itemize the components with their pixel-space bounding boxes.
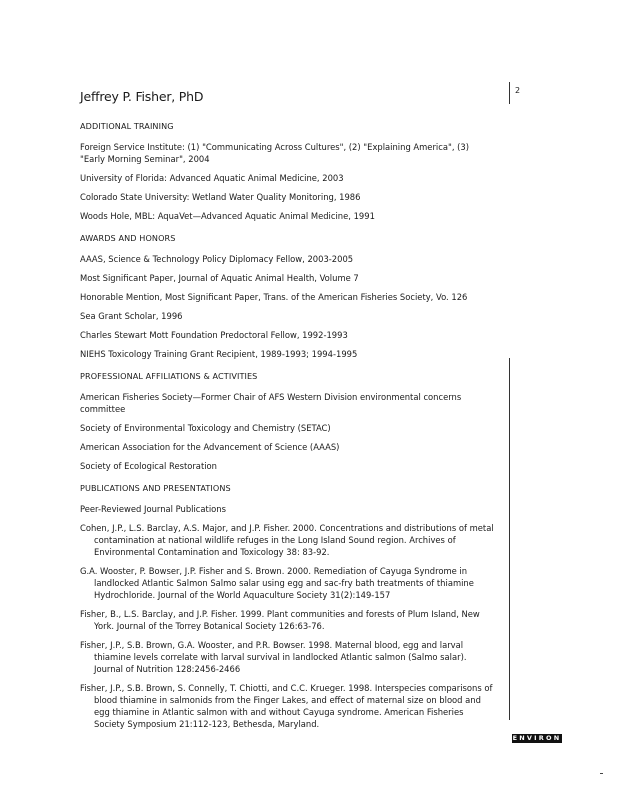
- vertical-rule-long: [509, 358, 510, 720]
- award-item: Sea Grant Scholar, 1996: [80, 311, 183, 321]
- author-name: Jeffrey P. Fisher, PhD: [80, 89, 204, 104]
- affiliation-item: American Association for the Advancement of Science (AAAS): [80, 442, 340, 452]
- publication-item: Fisher, J.P., S.B. Brown, G.A. Wooster, and P.R. Bowser. 1998. Maternal blood, egg and larval thiamine levels correlate with larval survival in landlocked Atlantic salmon (Salmo salar). Journal of Nutrition 128:2456-2466: [80, 640, 467, 674]
- publication-item: Fisher, B., L.S. Barclay, and J.P. Fisher. 1999. Plant communities and forests of Plum Island, New York. Journal of the Torrey Botanical Society 126:63-76.: [80, 609, 480, 631]
- award-item: AAAS, Science & Technology Policy Diplomacy Fellow, 2003-2005: [80, 254, 354, 264]
- affiliation-item: American Fisheries Society—Former Chair of AFS Western Division environmental concerns committee: [80, 392, 462, 414]
- section-title-affiliations: PROFESSIONAL AFFILIATIONS & ACTIVITIES: [80, 371, 258, 381]
- training-item: Colorado State University: Wetland Water Quality Monitoring, 1986: [80, 192, 361, 202]
- corner-mark: [600, 773, 603, 774]
- publications-subhead: Peer-Reviewed Journal Publications: [80, 504, 226, 514]
- award-item: NIEHS Toxicology Training Grant Recipient, 1989-1993; 1994-1995: [80, 349, 358, 359]
- publication-item: Cohen, J.P., L.S. Barclay, A.S. Major, and J.P. Fisher. 2000. Concentrations and distributions of metal contamination at national wildlife refuges in the Long Island Sound region. Archives of Environmental Contamination and Toxicology 38: 83-92.: [80, 523, 494, 557]
- affiliation-item: Society of Ecological Restoration: [80, 461, 217, 471]
- section-title-training: ADDITIONAL TRAINING: [80, 121, 174, 131]
- page-number: 2: [515, 86, 521, 95]
- training-item: Woods Hole, MBL: AquaVet—Advanced Aquatic Animal Medicine, 1991: [80, 211, 375, 221]
- training-item: Foreign Service Institute: (1) "Communicating Across Cultures", (2) "Explaining America", (3) "Early Morning Seminar", 2004: [80, 142, 470, 164]
- award-item: Most Significant Paper, Journal of Aquatic Animal Health, Volume 7: [80, 273, 359, 283]
- award-item: Charles Stewart Mott Foundation Predoctoral Fellow, 1992-1993: [80, 330, 348, 340]
- resume-body: [80, 120, 495, 737]
- section-title-publications: PUBLICATIONS AND PRESENTATIONS: [80, 483, 231, 493]
- award-item: Honorable Mention, Most Significant Paper, Trans. of the American Fisheries Society, Vo. 126: [80, 292, 468, 302]
- affiliation-item: Society of Environmental Toxicology and Chemistry (SETAC): [80, 423, 331, 433]
- publication-item: Fisher, J.P., S.B. Brown, S. Connelly, T. Chiotti, and C.C. Krueger. 1998. Interspecies comparisons of blood thiamine in salmonids from the Finger Lakes, and effect of maternal size on blood and egg thiamine in Atlantic salmon with and without Cayuga syndrome. American Fisheries Society Symposium 21:112-123, Bethesda, Maryland.: [80, 683, 493, 729]
- training-item: University of Florida: Advanced Aquatic Animal Medicine, 2003: [80, 173, 344, 183]
- environ-logo: ENVIRON: [512, 734, 562, 742]
- vertical-rule-top: [509, 82, 510, 104]
- section-title-awards: AWARDS AND HONORS: [80, 233, 176, 243]
- publication-item: G.A. Wooster, P. Bowser, J.P. Fisher and S. Brown. 2000. Remediation of Cayuga Syndrome in landlocked Atlantic Salmon Salmo salar using egg and sac-fry bath treatments of thiamine Hydrochloride. Journal of the World Aquaculture Society 31(2):149-157: [80, 566, 474, 600]
